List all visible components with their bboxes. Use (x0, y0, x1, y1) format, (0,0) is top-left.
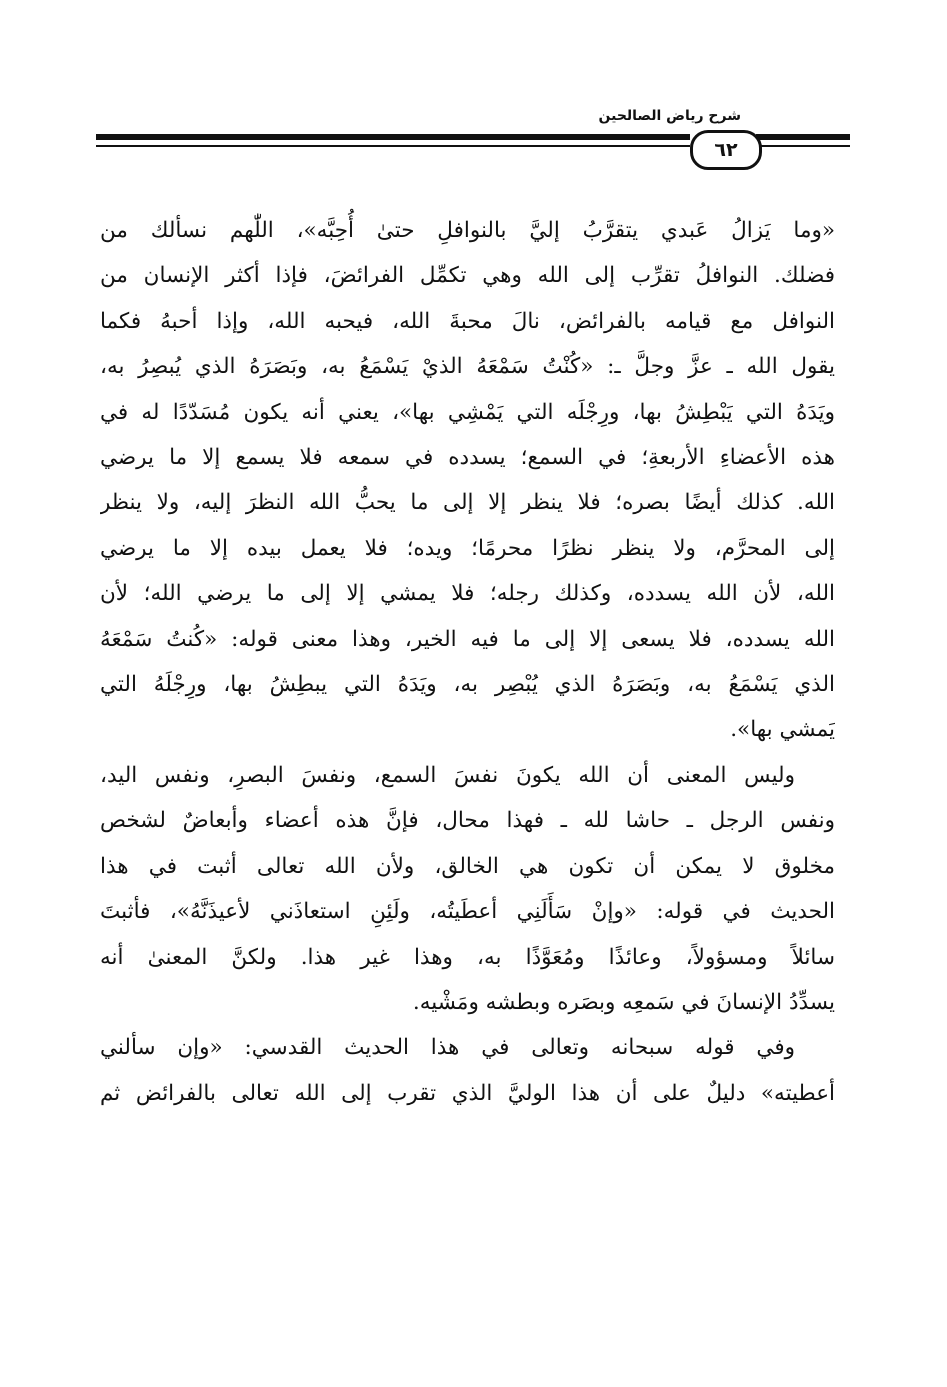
text-line: وليس المعنى أن الله يكونَ نفسَ السمع، ونفسَ البصرِ، ونفس اليد، (100, 762, 795, 788)
header-rule-left-thick (96, 134, 690, 140)
page-number (690, 130, 762, 170)
text-line: يسدِّدُ الإنسانَ في سَمعِه وبصَره وبطشه ومَشْيه. (412, 989, 835, 1015)
text-line: الحديث في قوله: «وإنْ سَأَلَنِي أعطَيتُه، ولَئِنِ استعاذَني لأعيذَنَّهُ»، فأثبتَ (100, 899, 835, 925)
header-rule-left-thin (96, 145, 690, 147)
text-line: يقول الله ـ عزَّ وجلَّ ـ: «كُنْتُ سَمْعَهُ الذيْ يَسْمَعُ به، وبَصَرَهُ الذي يُبصِرُ به، (100, 354, 835, 380)
paragraph-2 (100, 753, 835, 1025)
running-title: شرح رياض الصالحين (598, 108, 741, 124)
text-line: ويَدَهُ التي يَبْطِشُ بها، ورِجْلَه التي يَمْشِي بها»، يعني أنه يكون مُسَدّدًا له في (100, 399, 835, 425)
text-line: النوافل مع قيامه بالفرائض، نالَ محبةَ الله، فيحبه الله، وإذا أحبهُ فكما (100, 308, 835, 334)
text-line: مخلوق لا يمكن أن تكون هي الخالق، ولأن الله تعالى أثبت في هذا (100, 853, 835, 879)
text-line: الله. كذلك أيضًا بصره؛ فلا ينظر إلا إلى ما يحبُّ الله النظرَ إليه، ولا ينظر (100, 490, 835, 516)
page-header (0, 0, 947, 170)
text-line: يَمشي بها». (730, 717, 835, 743)
text-line: الله يسدده، فلا يسعى إلا إلى ما فيه الخير، وهذا معنى قوله: «كُنتُ سَمْعَهُ (100, 626, 835, 652)
text-line: أعطيته» دليلٌ على أن هذا الوليَّ الذي تقرب إلى الله تعالى بالفرائض ثم (100, 1080, 835, 1106)
text-line: هذه الأعضاءِ الأربعةِ؛ في السمع؛ يسدده في سمعه فلا يسمع إلا ما يرضي (100, 445, 835, 471)
body-text (100, 208, 835, 1116)
text-line: إلى المحرَّم، ولا ينظر نظرًا محرمًا؛ ويده؛ فلا يعمل بيده إلا ما يرضي (100, 535, 835, 561)
paragraph-3 (100, 1025, 835, 1116)
text-line: ونفس الرجل ـ حاشا لله ـ فهذا محال، فإنَّ هذه أعضاء وأبعاضٌ لشخص (100, 808, 835, 834)
text-line: فضلك. النوافلُ تقرِّب إلى الله وهي تكمِّل الفرائضَ، فإذا أكثر الإنسان من (100, 263, 835, 289)
header-rule-right-thin (756, 145, 850, 147)
text-line: الله، لأن الله يسدده، وكذلك رجله؛ فلا يمشي إلا إلى ما يرضي الله؛ لأن (100, 581, 835, 607)
page-number-text: ٦٢ (714, 139, 738, 161)
text-line: سائلاً ومسؤولاً، وعائذًا ومُعَوَّذًا به، وهذا غير هذا. ولكنَّ المعنىٰ أنه (100, 944, 835, 970)
text-line: وفي قوله سبحانه وتعالى في هذا الحديث القدسي: «وإن سألني (100, 1035, 795, 1061)
text-line: الذي يَسْمَعُ به، وبَصَرَهُ الذي يُبْصِر به، ويَدَهُ التي يبطِشُ بها، ورِجْلَهُ التي (100, 672, 835, 698)
header-rule-right-thick (756, 134, 850, 140)
text-line: «وما يَزالُ عَبدي يتقرَّبُ إليَّ بالنوافلِ حتىٰ أُحِبَّه»، اللّٰهم نسألك من (100, 218, 835, 243)
paragraph-1 (100, 208, 835, 753)
